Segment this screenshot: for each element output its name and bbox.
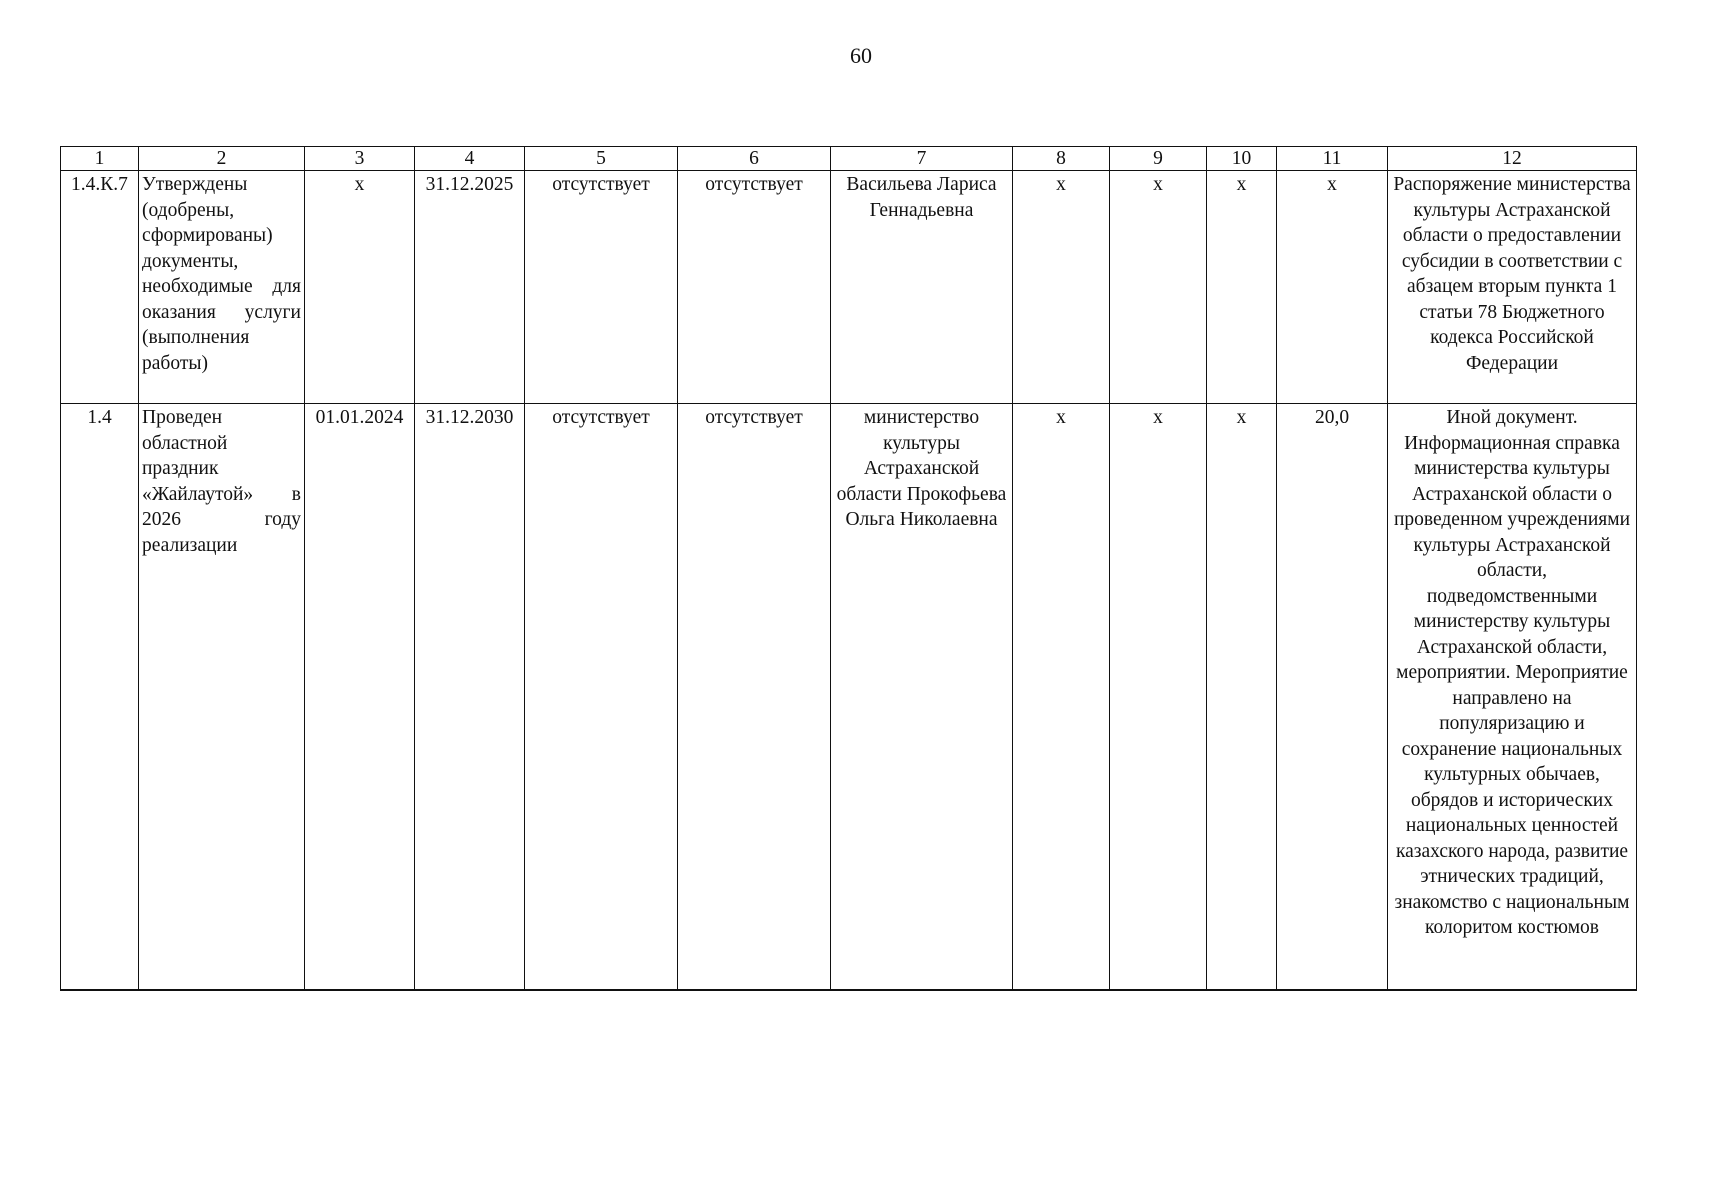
responsible-cell: министерство культуры Астраханской области Прокофьева Ольга Николаевна	[831, 404, 1013, 991]
col6-cell: отсутствует	[678, 404, 831, 991]
column-header-11: 11	[1277, 147, 1388, 171]
col11-cell: 20,0	[1277, 404, 1388, 991]
column-header-2: 2	[139, 147, 305, 171]
table-row	[61, 171, 1637, 404]
start-date-cell: 01.01.2024	[305, 404, 415, 991]
start-date-cell: х	[305, 171, 415, 404]
column-header-1: 1	[61, 147, 139, 171]
col11-cell: х	[1277, 171, 1388, 404]
document-cell: Иной документ. Информационная справка министерства культуры Астраханской области о проведенном учреждениями культуры Астраханской области, подведомственными министерству культуры Астраханской области, мероприятии. Мероприятие направлено на популяризацию и сохранение национальных культурных обычаев, обрядов и исторических национальных ценностей казахского народа, развитие этнических традиций, знакомство с национальным колоритом костюмов	[1388, 404, 1637, 991]
column-header-6: 6	[678, 147, 831, 171]
column-header-7: 7	[831, 147, 1013, 171]
column-header-5: 5	[525, 147, 678, 171]
column-header-9: 9	[1110, 147, 1207, 171]
col10-cell: х	[1207, 171, 1277, 404]
row-number-cell: 1.4	[61, 404, 139, 991]
col10-cell: х	[1207, 404, 1277, 991]
row-number-cell: 1.4.К.7	[61, 171, 139, 404]
col6-cell: отсутствует	[678, 171, 831, 404]
table-row	[61, 404, 1637, 991]
row-name-cell: Проведен областной праздник «Жайлаутой» в 2026 году реализации	[139, 404, 305, 991]
column-header-12: 12	[1388, 147, 1637, 171]
col8-cell: х	[1013, 404, 1110, 991]
col8-cell: х	[1013, 171, 1110, 404]
col9-cell: х	[1110, 171, 1207, 404]
col5-cell: отсутствует	[525, 171, 678, 404]
header-row	[61, 147, 1637, 171]
document-cell: Распоряжение министерства культуры Астраханской области о предоставлении субсидии в соответствии с абзацем вторым пункта 1 статьи 78 Бюджетного кодекса Российской Федерации	[1388, 171, 1637, 404]
end-date-cell: 31.12.2025	[415, 171, 525, 404]
column-header-8: 8	[1013, 147, 1110, 171]
column-header-10: 10	[1207, 147, 1277, 171]
col9-cell: х	[1110, 404, 1207, 991]
page-number: 60	[850, 43, 872, 68]
col5-cell: отсутствует	[525, 404, 678, 991]
row-name-cell: Утверждены (одобрены, сформированы) документы, необходимые для оказания услуги (выполнения работы)	[139, 171, 305, 404]
schedule-table-wrapper	[60, 146, 1636, 991]
schedule-table	[60, 146, 1637, 991]
column-header-4: 4	[415, 147, 525, 171]
end-date-cell: 31.12.2030	[415, 404, 525, 991]
column-header-3: 3	[305, 147, 415, 171]
responsible-cell: Васильева Лариса Геннадьевна	[831, 171, 1013, 404]
